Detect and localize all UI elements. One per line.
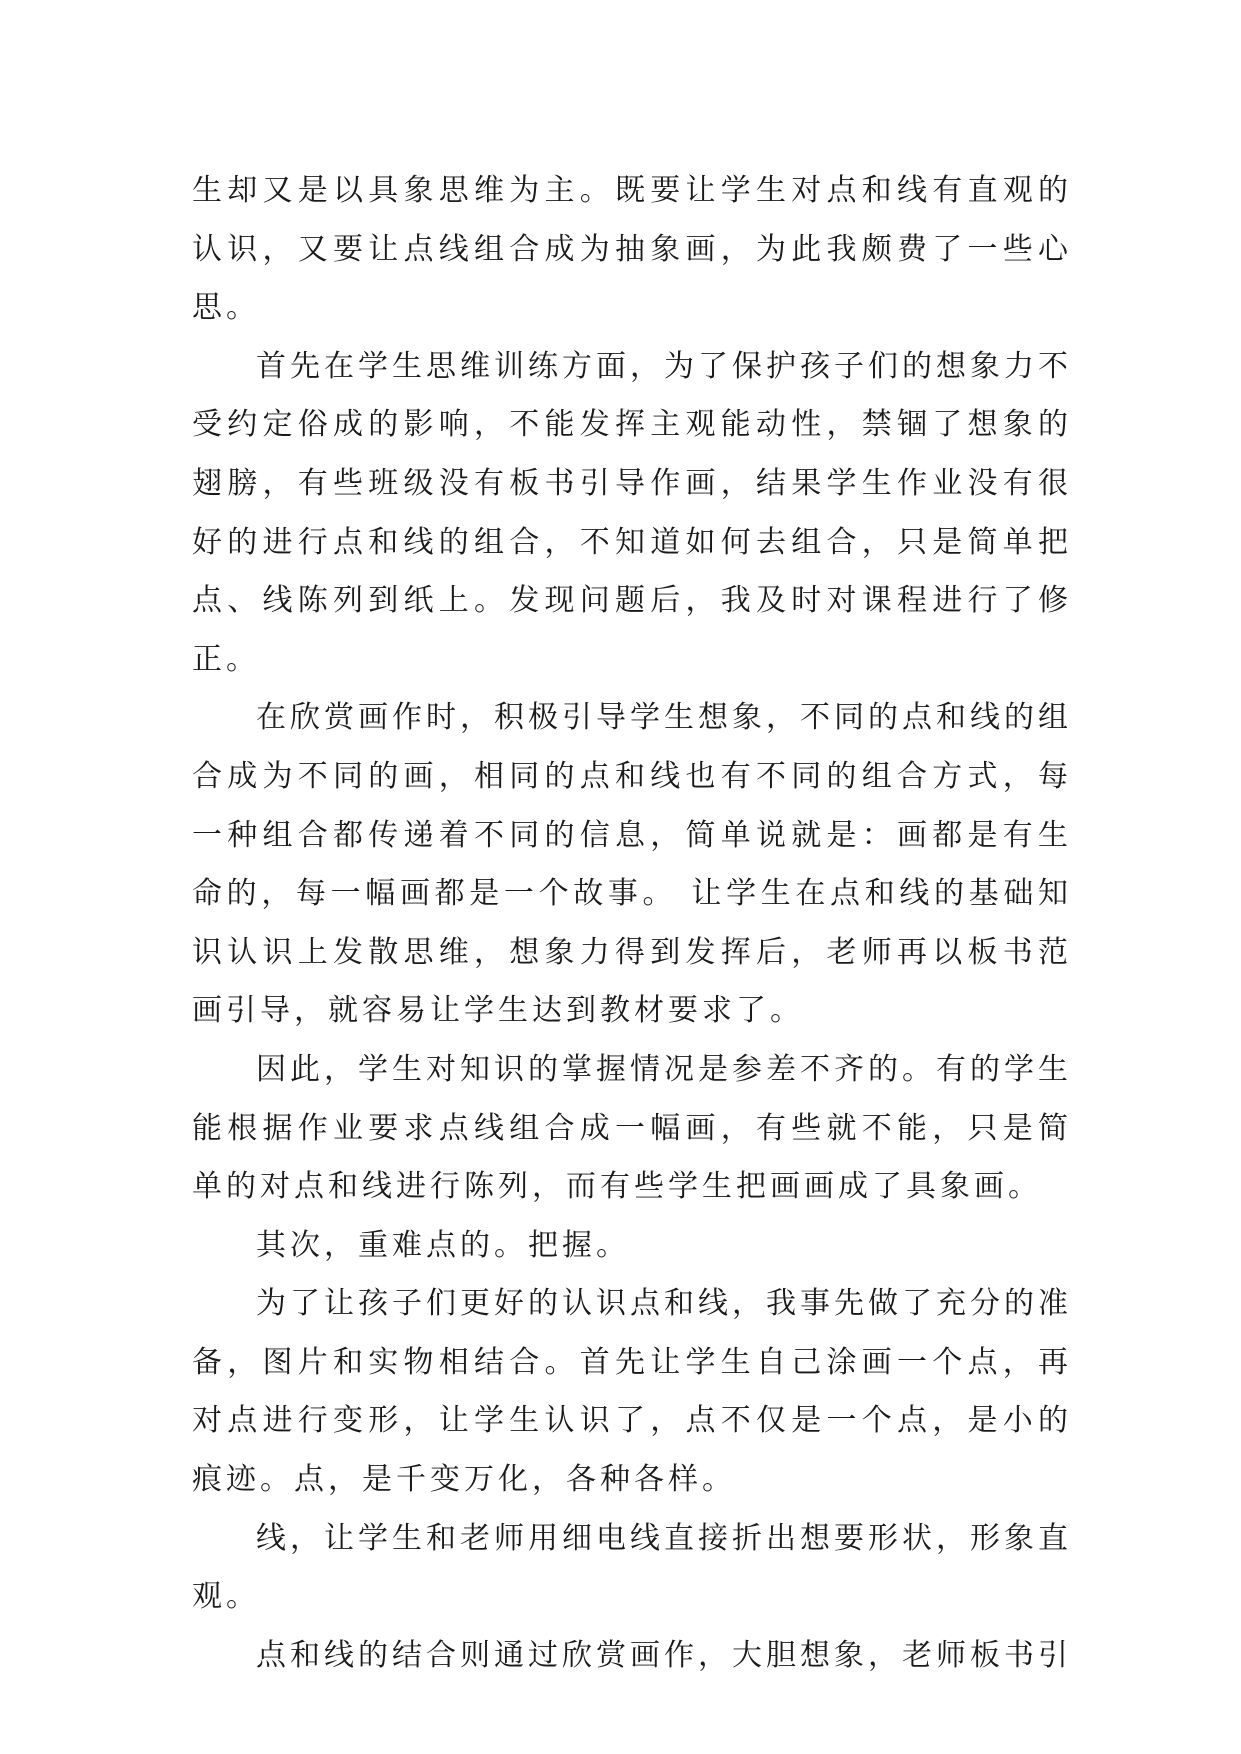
paragraph-3: 在欣赏画作时，积极引导学生想象，不同的点和线的组合成为不同的画，相同的点和线也有不同的组合方式，每一种组合都传递着不同的信息，简单说就是：画都是有生命的，每一幅画都是一个故事。 让学生在点和线的基础知识认识上发散思维，想象力得到发挥后，老师再以板书范画引导，就容易让学生达到教材要求了。: [192, 700, 1072, 1029]
paragraph-2: 首先在学生思维训练方面，为了保护孩子们的想象力不受约定俗成的影响，不能发挥主观能动性，禁锢了想象的翅膀，有些班级没有板书引导作画，结果学生作业没有很好的进行点和线的组合，不知道如何去组合，只是简单把点、线陈列到纸上。发现问题后，我及时对课程进行了修正。: [192, 348, 1072, 677]
paragraph-7: 线，让学生和老师用细电线直接折出想要形状，形象直观。: [192, 1520, 1072, 1615]
paragraph-1: 生却又是以具象思维为主。既要让学生对点和线有直观的认识，又要让点线组合成为抽象画，为此我颇费了一些心思。: [192, 173, 1072, 326]
paragraph-8: 点和线的结合则通过欣赏画作，大胆想象，老师板书引: [256, 1637, 1072, 1673]
paragraph-5: 其次，重难点的。把握。: [256, 1227, 630, 1263]
paragraph-6: 为了让孩子们更好的认识点和线，我事先做了充分的准备，图片和实物相结合。首先让学生自己涂画一个点，再对点进行变形，让学生认识了，点不仅是一个点，是小的痕迹。点，是千变万化，各种各样。: [192, 1286, 1072, 1498]
paragraph-4: 因此，学生对知识的掌握情况是参差不齐的。有的学生能根据作业要求点线组合成一幅画，有些就不能，只是简单的对点和线进行陈列，而有些学生把画画成了具象画。: [192, 1051, 1072, 1205]
body-text: [192, 162, 1072, 1685]
